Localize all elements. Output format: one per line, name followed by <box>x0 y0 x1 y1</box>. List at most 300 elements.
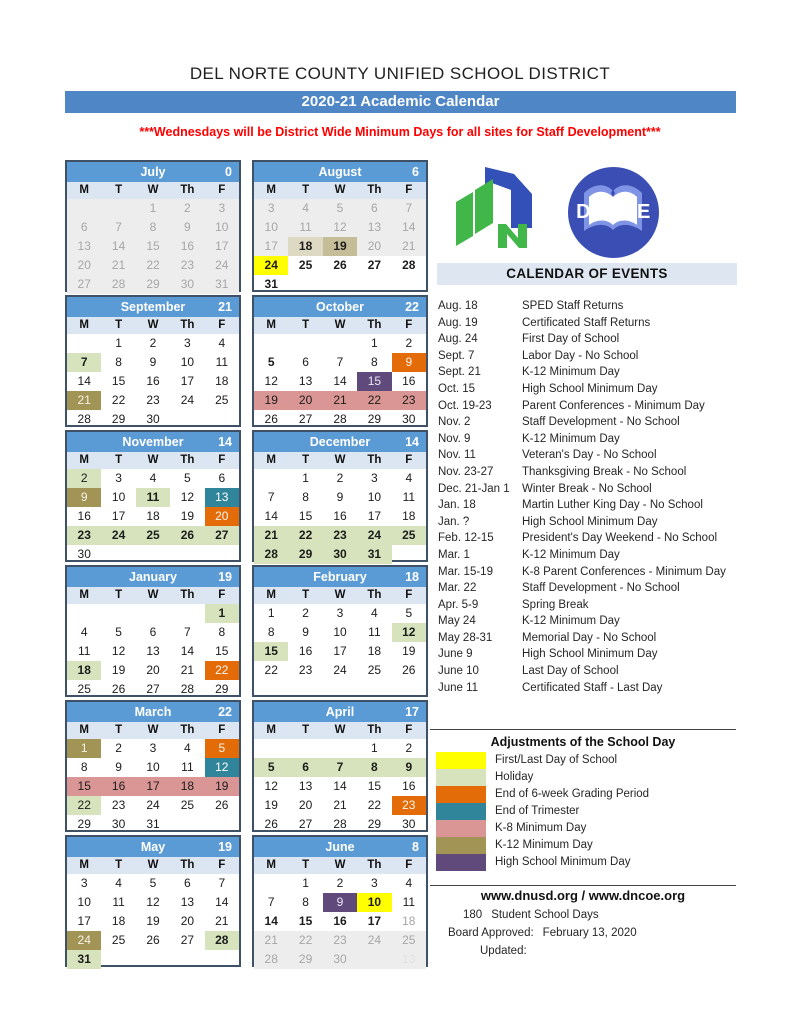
day-cell: 22 <box>136 256 170 275</box>
day-cell: 18 <box>288 237 322 256</box>
day-cell: 14 <box>392 218 426 237</box>
day-cell: 4 <box>405 876 413 890</box>
day-cell: 16 <box>146 374 160 388</box>
day-cell: 1 <box>115 336 122 350</box>
event-date: Mar. 22 <box>438 582 477 595</box>
day-cell: 15 <box>136 237 170 256</box>
event-row <box>438 431 738 448</box>
day-cell: 23 <box>392 391 426 410</box>
day-cell: 17 <box>136 777 170 796</box>
weekday-label: T <box>115 724 123 736</box>
event-desc: SPED Staff Returns <box>522 300 624 312</box>
day-cell: 16 <box>298 644 313 658</box>
day-cell <box>323 334 357 353</box>
day-cell <box>288 334 322 353</box>
event-row <box>438 580 738 597</box>
footer-info <box>430 906 736 960</box>
event-row <box>438 646 738 663</box>
day-cell: 2 <box>115 741 122 755</box>
day-cell: 3 <box>371 876 378 890</box>
day-cell: 24 <box>101 526 135 545</box>
day-cell: 5 <box>267 355 275 369</box>
day-cell: 20 <box>67 256 101 275</box>
day-cell: 6 <box>357 199 391 218</box>
weekday-row <box>67 182 239 199</box>
week-row <box>67 931 239 950</box>
week-row <box>67 218 239 237</box>
weekday-label: F <box>218 724 226 736</box>
weekday-label: F <box>405 454 413 466</box>
weekday-label: W <box>147 184 159 196</box>
event-row <box>438 680 738 697</box>
day-cell <box>254 334 288 353</box>
day-cell: 24 <box>254 256 288 275</box>
day-cell: 15 <box>67 777 101 796</box>
day-cell: 12 <box>205 758 239 777</box>
legend-label: End of Trimester <box>495 805 580 817</box>
month-day-count: 0 <box>225 165 232 179</box>
month-name: April <box>325 705 355 719</box>
day-cell: 2 <box>149 336 157 350</box>
event-desc: Last Day of School <box>522 665 619 678</box>
day-cell: 11 <box>215 355 229 369</box>
month-header <box>67 567 239 587</box>
week-row <box>254 661 426 680</box>
day-cell: 22 <box>67 796 101 815</box>
day-cell: 14 <box>77 374 91 388</box>
day-cell: 10 <box>146 760 160 774</box>
legend-swatch <box>436 786 486 803</box>
day-cell: 9 <box>170 218 204 237</box>
day-cell: 15 <box>254 642 288 661</box>
event-date: Nov. 2 <box>438 416 471 429</box>
calendar-of-events-header: CALENDAR OF EVENTS <box>437 263 737 285</box>
weekday-label: M <box>266 724 276 736</box>
day-cell: 5 <box>184 471 191 485</box>
weekday-label: F <box>218 589 226 601</box>
day-cell: 13 <box>298 374 313 388</box>
event-row <box>438 547 738 564</box>
day-cell: 13 <box>67 237 101 256</box>
day-cell: 25 <box>298 258 313 272</box>
day-cell <box>323 739 357 758</box>
month-name: March <box>134 705 172 719</box>
day-cell: 30 <box>146 412 160 426</box>
weekday-label: F <box>405 184 413 196</box>
legend-label: K-8 Minimum Day <box>495 822 587 834</box>
day-cell <box>205 815 239 834</box>
banner-title: 2020-21 Academic Calendar <box>65 91 736 113</box>
day-cell: 6 <box>302 355 309 369</box>
week-row <box>254 893 426 912</box>
day-cell: 9 <box>149 355 157 369</box>
day-cell: 29 <box>77 817 91 831</box>
legend-label: Holiday <box>495 771 534 783</box>
day-cell: 28 <box>333 412 347 426</box>
day-cell: 21 <box>392 237 426 256</box>
day-cell: 31 <box>205 275 239 294</box>
week-row <box>67 623 239 642</box>
day-cell <box>205 545 239 564</box>
week-row <box>254 334 426 353</box>
day-cell: 3 <box>336 606 344 620</box>
day-cell: 14 <box>215 895 229 909</box>
event-desc: K-12 Minimum Day <box>522 366 620 379</box>
day-cell: 8 <box>302 490 309 504</box>
week-row <box>67 199 239 218</box>
day-cell: 6 <box>67 218 101 237</box>
day-cell: 6 <box>149 625 157 639</box>
day-cell: 4 <box>405 471 413 485</box>
day-cell <box>254 739 288 758</box>
event-date: Sept. 7 <box>438 349 475 362</box>
weekday-label: Th <box>180 724 195 736</box>
event-desc: Martin Luther King Day - No School <box>522 499 703 512</box>
day-cell: 8 <box>218 625 226 639</box>
weekday-label: Th <box>180 859 195 871</box>
event-row <box>438 398 738 415</box>
day-cell: 19 <box>205 777 239 796</box>
dncoe-logo <box>568 167 659 258</box>
weekday-label: M <box>266 319 276 331</box>
day-cell: 17 <box>367 914 382 928</box>
day-cell: 28 <box>333 817 347 831</box>
week-row <box>254 507 426 526</box>
day-cell: 10 <box>367 490 382 504</box>
board-approved <box>430 924 736 942</box>
day-cell: 25 <box>392 931 426 950</box>
week-row <box>67 777 239 796</box>
weekday-label: T <box>302 319 310 331</box>
week-row <box>254 545 426 564</box>
event-row <box>438 414 738 431</box>
event-date: Mar. 1 <box>438 548 470 561</box>
day-cell: 19 <box>323 237 357 256</box>
events-list <box>438 298 738 696</box>
month-name: May <box>140 840 166 854</box>
day-cell <box>101 604 135 623</box>
day-cell: 23 <box>392 796 426 815</box>
weekday-label: T <box>115 589 123 601</box>
weekday-label: F <box>405 319 413 331</box>
month-header <box>67 702 239 722</box>
day-cell: 2 <box>336 876 344 890</box>
weekday-label: T <box>115 859 123 871</box>
day-cell <box>101 950 135 969</box>
week-row <box>254 796 426 815</box>
day-cell: 12 <box>146 895 160 909</box>
day-cell: 13 <box>205 488 239 507</box>
minimum-day-notice: ***Wednesdays will be District Wide Minimum Days for all sites for Staff Development*** <box>139 125 661 139</box>
day-cell: 28 <box>402 258 416 272</box>
day-cell: 1 <box>302 876 309 890</box>
event-desc: Certificated Staff Returns <box>522 316 651 329</box>
day-cell: 26 <box>146 933 160 947</box>
week-row <box>254 410 426 429</box>
day-cell: 18 <box>367 644 382 658</box>
month-header <box>67 837 239 857</box>
month-day-count: 19 <box>218 840 232 854</box>
day-cell: 30 <box>323 950 357 969</box>
event-desc: Staff Development - No School <box>522 582 680 595</box>
day-cell: 9 <box>115 760 122 774</box>
week-row <box>254 275 426 294</box>
week-row <box>67 893 239 912</box>
day-cell: 16 <box>77 509 91 523</box>
month-name: June <box>325 840 355 854</box>
week-row <box>254 680 426 699</box>
month-header <box>67 297 239 317</box>
weekday-row <box>254 182 426 199</box>
day-cell: 8 <box>267 625 275 639</box>
day-cell: 19 <box>111 663 126 677</box>
day-cell: 25 <box>367 663 382 677</box>
legend-swatch <box>436 752 486 769</box>
day-cell: 17 <box>367 509 382 523</box>
day-cell: 16 <box>402 779 416 793</box>
day-cell: 8 <box>357 758 391 777</box>
weekday-label: M <box>266 589 276 601</box>
week-row <box>67 758 239 777</box>
day-cell: 5 <box>405 606 413 620</box>
event-date: May 24 <box>438 615 476 628</box>
week-row <box>254 218 426 237</box>
event-desc: High School Minimum Day <box>522 648 658 661</box>
day-cell <box>170 815 204 834</box>
week-row <box>254 469 426 488</box>
legend-swatch <box>436 769 486 786</box>
day-cell: 10 <box>77 895 91 909</box>
day-cell: 12 <box>180 490 195 504</box>
weekday-label: Th <box>367 454 382 466</box>
event-row <box>438 613 738 630</box>
day-cell: 18 <box>402 914 416 928</box>
day-cell: 21 <box>323 391 357 410</box>
week-row <box>254 815 426 834</box>
event-desc: President's Day Weekend - No School <box>522 532 718 545</box>
day-cell <box>392 680 426 699</box>
event-row <box>438 381 738 398</box>
weekday-label: W <box>147 859 159 871</box>
day-cell: 29 <box>288 950 322 969</box>
weekday-label: W <box>334 724 346 736</box>
day-cell: 18 <box>111 914 126 928</box>
day-cell: 28 <box>254 545 288 564</box>
week-row <box>67 488 239 507</box>
month-march <box>65 700 241 832</box>
day-cell <box>254 874 288 893</box>
day-cell: 14 <box>333 779 347 793</box>
month-day-count: 22 <box>218 705 232 719</box>
day-cell: 20 <box>180 914 195 928</box>
event-desc: Staff Development - No School <box>522 416 680 429</box>
district-title: DEL NORTE COUNTY UNIFIED SCHOOL DISTRICT <box>189 64 611 83</box>
day-cell: 4 <box>371 606 378 620</box>
weekday-label: T <box>302 454 310 466</box>
updated <box>430 942 736 960</box>
weekday-row <box>67 587 239 604</box>
day-cell: 24 <box>146 798 160 812</box>
legend-label: First/Last Day of School <box>495 754 618 766</box>
day-cell: 6 <box>218 471 226 485</box>
day-cell <box>136 950 170 969</box>
day-cell: 22 <box>357 391 391 410</box>
day-cell: 28 <box>180 682 195 696</box>
day-cell: 17 <box>205 237 239 256</box>
event-date: June 9 <box>438 648 473 661</box>
month-name: December <box>309 435 371 449</box>
day-cell <box>170 950 204 969</box>
day-cell: 8 <box>302 895 309 909</box>
day-cell <box>170 604 204 623</box>
week-row <box>254 623 426 642</box>
week-row <box>254 931 426 950</box>
day-cell: 12 <box>264 374 278 388</box>
day-cell: 23 <box>67 526 101 545</box>
week-row <box>254 488 426 507</box>
day-cell: 18 <box>402 509 416 523</box>
event-date: Sept. 21 <box>438 366 481 379</box>
event-date: Mar. 15-19 <box>438 565 493 578</box>
week-row <box>67 815 239 834</box>
month-october <box>252 295 428 427</box>
weekday-label: T <box>115 319 123 331</box>
legend-row <box>436 769 649 786</box>
event-date: Aug. 19 <box>438 316 478 329</box>
legend-items <box>436 752 649 871</box>
day-cell: 18 <box>215 374 229 388</box>
legend-row <box>436 854 649 871</box>
legend-swatch <box>436 837 486 854</box>
day-cell: 13 <box>357 218 391 237</box>
weekday-label: Th <box>180 589 195 601</box>
legend-label: K-12 Minimum Day <box>495 839 593 851</box>
day-cell: 25 <box>215 393 229 407</box>
day-cell: 2 <box>405 336 413 350</box>
month-header <box>254 297 426 317</box>
day-cell: 19 <box>402 644 416 658</box>
day-cell: 16 <box>402 374 416 388</box>
day-cell: 5 <box>323 199 357 218</box>
day-cell <box>205 950 239 969</box>
day-cell: 30 <box>402 817 416 831</box>
day-cell: 28 <box>101 275 135 294</box>
day-cell: 19 <box>254 391 288 410</box>
day-cell: 4 <box>80 625 88 639</box>
day-cell: 23 <box>111 798 126 812</box>
day-cell: 1 <box>267 606 275 620</box>
day-cell <box>288 680 322 699</box>
event-desc: Labor Day - No School <box>522 349 639 362</box>
day-cell: 31 <box>67 950 101 969</box>
weekday-label: Th <box>367 859 382 871</box>
event-desc: K-12 Minimum Day <box>522 432 620 445</box>
weekday-label: T <box>115 454 123 466</box>
event-row <box>438 514 738 531</box>
weekday-row <box>254 722 426 739</box>
weekday-label: T <box>302 724 310 736</box>
week-row <box>67 526 239 545</box>
weekday-label: W <box>334 859 346 871</box>
day-cell: 29 <box>111 412 126 426</box>
month-april <box>252 700 428 832</box>
day-cell: 3 <box>205 199 239 218</box>
day-cell: 2 <box>302 606 309 620</box>
month-name: February <box>313 570 367 584</box>
month-july <box>65 160 241 292</box>
week-row <box>254 604 426 623</box>
day-cell: 12 <box>392 623 426 642</box>
day-cell: 25 <box>111 933 126 947</box>
weekday-label: F <box>218 184 226 196</box>
day-cell: 11 <box>402 490 416 504</box>
weekday-label: F <box>405 724 413 736</box>
day-cell: 11 <box>402 895 416 909</box>
event-desc: Thanksgiving Break - No School <box>522 465 687 478</box>
dncoe-logo-text: DNCOE <box>576 201 651 223</box>
day-cell: 21 <box>254 931 288 950</box>
month-november <box>65 430 241 562</box>
weekday-label: M <box>266 859 276 871</box>
month-day-count: 21 <box>218 300 232 314</box>
day-cell: 10 <box>357 893 391 912</box>
day-cell <box>101 199 135 218</box>
weekday-row <box>67 722 239 739</box>
days-label: Student School Days <box>491 909 599 921</box>
day-cell: 15 <box>111 374 126 388</box>
week-row <box>254 739 426 758</box>
district-websites: www.dnusd.org / www.dncoe.org <box>480 888 686 903</box>
day-cell: 25 <box>180 798 195 812</box>
weekday-label: F <box>405 589 413 601</box>
weekday-label: Th <box>367 184 382 196</box>
event-date: Feb. 12-15 <box>438 532 494 545</box>
day-cell: 18 <box>67 661 101 680</box>
weekday-label: T <box>302 859 310 871</box>
weekday-label: Th <box>367 724 382 736</box>
day-cell: 20 <box>146 663 160 677</box>
day-cell: 22 <box>367 798 382 812</box>
week-row <box>67 739 239 758</box>
day-cell: 11 <box>181 760 194 774</box>
month-february <box>252 565 428 697</box>
day-cell <box>67 199 101 218</box>
event-row <box>438 481 738 498</box>
day-cell: 25 <box>136 526 170 545</box>
day-cell: 27 <box>146 682 160 696</box>
day-cell: 14 <box>264 509 278 523</box>
weekday-row <box>67 857 239 874</box>
week-row <box>254 912 426 931</box>
weekday-label: F <box>218 859 226 871</box>
event-row <box>438 298 738 315</box>
day-cell <box>136 545 170 564</box>
month-name: January <box>129 570 177 584</box>
weekday-label: W <box>334 589 346 601</box>
day-cell: 15 <box>298 509 313 523</box>
weekday-label: Th <box>367 589 382 601</box>
day-cell <box>170 545 204 564</box>
day-cell: 15 <box>357 372 391 391</box>
day-cell: 20 <box>298 798 313 812</box>
day-cell: 24 <box>67 931 101 950</box>
days-count: 180 <box>463 909 483 921</box>
day-cell: 21 <box>67 391 101 410</box>
day-cell: 7 <box>267 490 275 504</box>
day-cell: 26 <box>264 817 278 831</box>
day-cell: 17 <box>180 374 195 388</box>
day-cell: 17 <box>333 644 347 658</box>
